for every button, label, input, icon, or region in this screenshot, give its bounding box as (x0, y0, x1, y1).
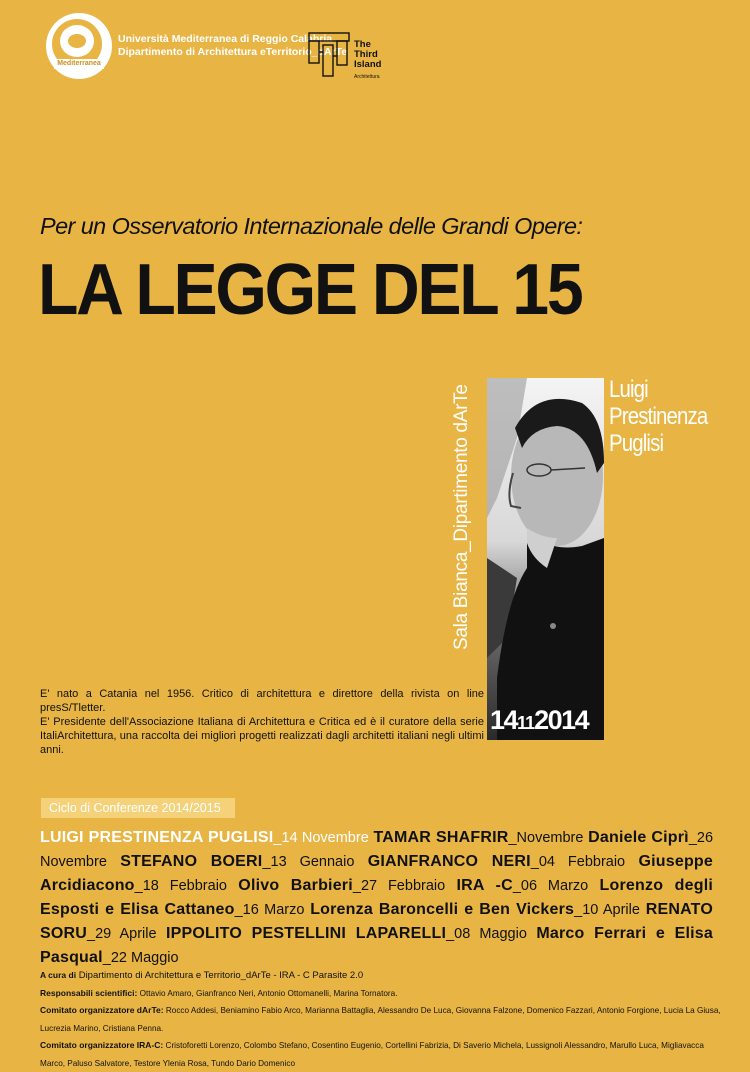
program-date: _18 Febbraio (134, 878, 227, 894)
conference-cycle-label: Ciclo di Conferenze 2014/2015 (41, 798, 235, 818)
credits-darte: Comitato organizzatore dArTe: Rocco Addesi, Beniamino Fabio Arco, Marianna Battaglia, Alessandro De Luca, Giovanna Falzone, Domenico Fazzari, Antonio Forgione, Lucia La Giusa, Lucrezia Marino, Cristiana Penna. (40, 1005, 721, 1033)
speaker-bio (40, 687, 484, 757)
program-speaker: RENATO SORU (40, 901, 713, 942)
program-speaker: Giuseppe Arcidiacono (40, 853, 713, 894)
bio-line-2: E' Presidente dell'Associazione Italiana di Architettura e Critica ed è il curatore della serie ItaliArchitettura, una raccolta dei migliori progetti realizzati dagli architetti italiani negli ultimi anni. (40, 716, 484, 756)
main-title: LA LEGGE DEL 15 (38, 250, 582, 330)
date-day: 14 (490, 705, 518, 735)
program-speaker: LUIGI PRESTINENZA PUGLISI (40, 829, 274, 846)
seal-text: Mediterranea (54, 59, 104, 69)
speaker-photo (487, 378, 604, 740)
third-island-wordmark (354, 40, 381, 82)
credits-scientific: Responsabili scientifici: Ottavio Amaro, Gianfranco Neri, Antonio Ottomanelli, Marina Tornatora. (40, 987, 398, 998)
department-name: Dipartimento di Architettura eTerritorio_dArTe (118, 46, 348, 58)
program-date: _13 Gennaio (262, 854, 355, 870)
program-date: _29 Aprile (87, 926, 157, 942)
subtitle: Per un Osservatorio Internazionale delle Grandi Opere: (40, 213, 583, 239)
date-month: 11 (517, 713, 535, 733)
program-speaker: STEFANO BOERI (120, 853, 263, 870)
bio-line-1: E' nato a Catania nel 1956. Critico di architettura e direttore della rivista on line presS/Tletter. (40, 688, 484, 714)
credits-curated: A cura di Dipartimento di Architettura e Territorio_dArTe - IRA - C Parasite 2.0 (40, 970, 364, 981)
speaker-name (609, 376, 707, 457)
program-speaker: IRA -C (456, 877, 513, 894)
program-speaker: Marco Ferrari e Elisa Pasqual (40, 925, 713, 966)
program-date: _14 Novembre (273, 830, 369, 846)
logo-line-2: Third (354, 49, 378, 60)
logo-subtitle: Architettura (354, 74, 380, 80)
program-speaker: Lorenza Baroncelli e Ben Vickers (310, 901, 575, 918)
program-date: _26 Novembre (40, 830, 714, 870)
program-speaker: IPPOLITO PESTELLINI LAPARELLI (165, 925, 447, 942)
logo-line-3: Island (354, 59, 382, 70)
program-speaker: TAMAR SHAFRIR (373, 829, 509, 846)
venue-label: Sala Bianca_Dipartimento dArTe (451, 384, 472, 650)
university-name: Università Mediterranea di Reggio Calabria (118, 33, 333, 45)
logo-line-1: The (354, 39, 371, 50)
program-date: _22 Maggio (102, 950, 179, 966)
event-date (490, 705, 588, 736)
third-island-logo-icon (308, 32, 350, 78)
program-speaker: GIANFRANCO NERI (367, 853, 531, 870)
university-seal-logo (46, 13, 112, 79)
program-speaker: Daniele Ciprì (588, 829, 689, 846)
program-date: _27 Febbraio (352, 878, 446, 894)
program-date: _06 Marzo (512, 878, 589, 894)
program-date: _04 Febbraio (530, 854, 626, 870)
conference-program (40, 826, 713, 970)
program-speaker: Lorenzo degli Esposti e Elisa Cattaneo (40, 877, 714, 918)
credits-irac: Comitato organizzatore IRA-C: Cristoforetti Lorenzo, Colombo Stefano, Cosentino Eugenio, Cortellini Fabrizia, Di Saverio Michela, Lussignoli Alessandro, Marullo Luca, Migliavacca Marco, Paluso Salvatore, Testore Ylenia Rosa, Tundo Dario Domenico (40, 1040, 704, 1068)
speaker-first-name: Luigi (609, 376, 648, 403)
date-year: 2014 (534, 705, 589, 735)
program-date: _16 Marzo (234, 902, 305, 918)
program-date: _10 Aprile (574, 902, 640, 918)
speaker-last-name: Puglisi (609, 430, 664, 457)
program-speaker: Olivo Barbieri (238, 877, 353, 894)
speaker-middle-name: Prestinenza (609, 403, 708, 430)
credits (40, 967, 730, 1072)
program-date: _08 Maggio (446, 926, 527, 942)
program-date: _Novembre (508, 830, 584, 846)
